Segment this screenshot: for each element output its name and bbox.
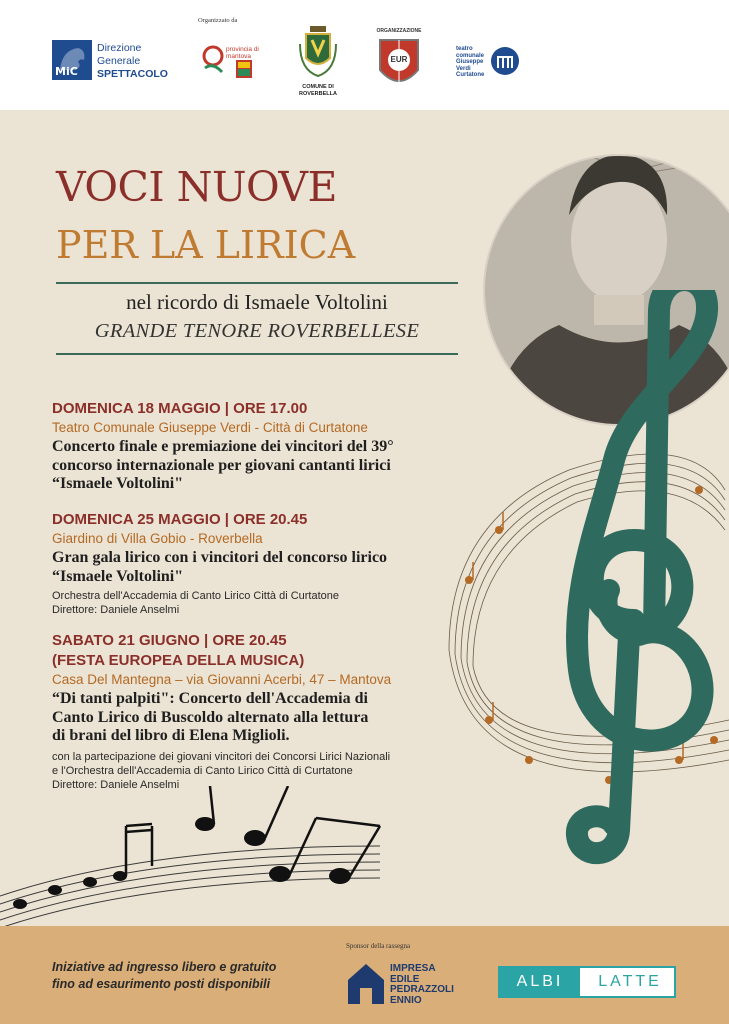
eur-org-label: ORGANIZZAZIONE bbox=[376, 28, 422, 34]
impresa-pedrazzoli-logo bbox=[346, 962, 476, 1006]
organized-by-label: Organizzato da bbox=[198, 17, 238, 24]
mic-text bbox=[97, 42, 168, 81]
sponsor-logo-header bbox=[0, 0, 729, 110]
comune-label: COMUNE DI ROVERBELLA bbox=[299, 84, 337, 97]
eur-logo bbox=[374, 28, 424, 98]
event-2-date: DOMENICA 25 MAGGIO | ORE 20.45 bbox=[52, 511, 308, 528]
teatro-logo bbox=[456, 44, 520, 80]
event-1-place: Teatro Comunale Giuseppe Verdi - Città di Curtatone bbox=[52, 420, 368, 435]
impresa-line: EDILE bbox=[390, 973, 420, 985]
impresa-line: ENNIO bbox=[390, 994, 422, 1006]
provincia-logo bbox=[200, 42, 260, 80]
event-2-place: Giardino di Villa Gobio - Roverbella bbox=[52, 531, 263, 546]
event-1-desc-line: “Ismaele Voltolini" bbox=[52, 475, 184, 492]
event-3-participation: con la partecipazione dei giovani vincitori dei Concorsi Lirici Nazionali bbox=[52, 751, 391, 763]
impresa-line: IMPRESA bbox=[390, 963, 436, 974]
title-line-1: VOCI NUOVE bbox=[56, 163, 337, 211]
event-3-place: Casa Del Mantegna – via Giovanni Acerbi, 47 – Mantova bbox=[52, 672, 392, 687]
impresa-text bbox=[390, 964, 454, 1006]
footer-band bbox=[0, 926, 729, 1024]
event-3-desc-line: Canto Lirico di Buscoldo alternato alla lettura bbox=[52, 708, 369, 726]
mic-line1: Direzione bbox=[97, 42, 142, 54]
event-3-desc-line: di brani del libro di Elena Miglioli. bbox=[52, 727, 290, 744]
event-3-description bbox=[52, 690, 462, 746]
event-3-festa: (FESTA EUROPEA DELLA MUSICA) bbox=[52, 652, 305, 669]
event-1-date: DOMENICA 18 MAGGIO | ORE 17.00 bbox=[52, 400, 308, 417]
mic-badge bbox=[52, 40, 92, 80]
eur-shield-icon bbox=[374, 36, 424, 96]
theatre-building-icon bbox=[490, 46, 520, 76]
provincia-text: provincia di mantova bbox=[226, 46, 259, 60]
music-staff-graphic bbox=[0, 786, 400, 926]
albi-latte-logo bbox=[498, 966, 676, 998]
latte-text: LATTE bbox=[598, 973, 662, 990]
title-rule-bottom bbox=[56, 353, 458, 355]
title-line-2: PER LA LIRICA bbox=[56, 223, 356, 267]
event-3-orchestra: e l'Orchestra dell'Accademia di Canto Lirico Città di Curtatone bbox=[52, 765, 353, 777]
event-2-desc-line: “Ismaele Voltolini" bbox=[52, 567, 184, 585]
event-3-director: Direttore: Daniele Anselmi bbox=[52, 779, 180, 791]
crest-icon bbox=[296, 24, 340, 82]
free-entry-line: fino ad esaurimento posti disponibili bbox=[52, 977, 271, 991]
event-2-desc-line: Gran gala lirico con i vincitori del concorso lirico bbox=[52, 549, 388, 566]
free-entry-note bbox=[52, 959, 276, 993]
free-entry-line: Iniziative ad ingresso libero e gratuito bbox=[52, 960, 277, 974]
albi-text: ALBI bbox=[500, 968, 580, 996]
event-2-orchestra: Orchestra dell'Accademia di Canto Lirico Città di Curtatone bbox=[52, 590, 340, 602]
event-1-desc-line: concorso internazionale per giovani cantanti lirici bbox=[52, 456, 391, 474]
mic-line3: SPETTACOLO bbox=[97, 68, 168, 80]
event-3-date: SABATO 21 GIUGNO | ORE 20.45 bbox=[52, 632, 287, 649]
impresa-line: PEDRAZZOLI bbox=[390, 984, 454, 995]
poster-body bbox=[0, 110, 729, 926]
event-2-description bbox=[52, 549, 462, 586]
teatro-text: teatro comunale Giuseppe Verdi Curtatone bbox=[456, 46, 485, 78]
comune-roverbella-logo bbox=[296, 24, 340, 102]
subtitle: nel ricordo di Ismaele Voltolini bbox=[126, 290, 388, 314]
title-rule-top bbox=[56, 282, 458, 284]
event-1-description bbox=[52, 438, 462, 494]
sponsor-label: Sponsor della rassegna bbox=[346, 942, 411, 950]
event-2-director: Direttore: Daniele Anselmi bbox=[52, 604, 180, 616]
house-icon bbox=[346, 962, 386, 1006]
mic-line2: Generale bbox=[97, 55, 141, 67]
eur-badge: EUR bbox=[390, 55, 408, 64]
event-3-desc-line: “Di tanti palpiti": Concerto dell'Accademia di bbox=[52, 690, 368, 707]
mic-logo bbox=[52, 40, 182, 84]
treble-clef-graphic bbox=[429, 290, 729, 870]
subtitle-italic: GRANDE TENORE ROVERBELLESE bbox=[94, 320, 420, 342]
event-1-desc-line: Concerto finale e premiazione dei vincitori del 39° bbox=[52, 438, 394, 455]
mic-badge-text: MiC bbox=[55, 65, 78, 78]
